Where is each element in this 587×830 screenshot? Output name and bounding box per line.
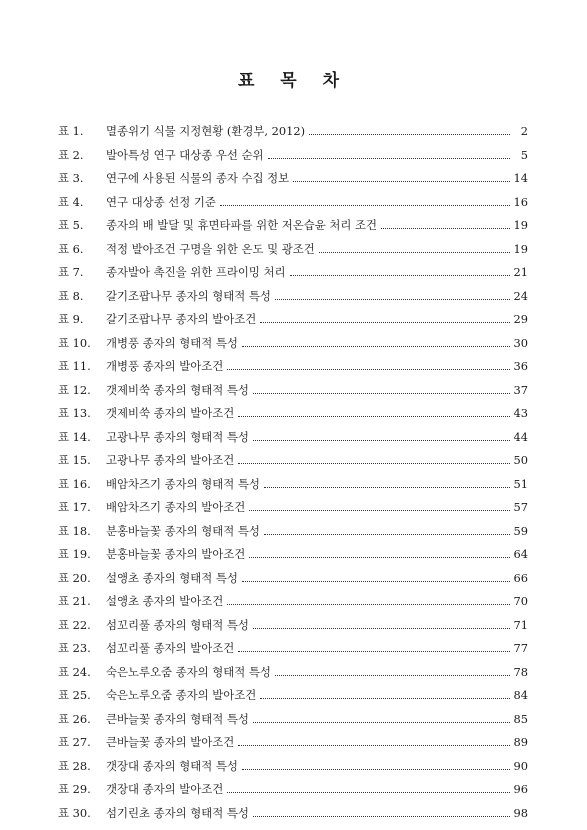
toc-entry-label: [58, 379, 253, 403]
toc-page-number: 19: [513, 218, 528, 232]
toc-dot-leader: [227, 603, 509, 605]
toc-entry[interactable]: [58, 614, 528, 638]
toc-entry[interactable]: [58, 496, 528, 520]
toc-page-number: 44: [513, 429, 528, 444]
toc-dot-leader: [253, 439, 510, 441]
toc-entry-title: 개병풍 종자의 발아조건: [106, 359, 224, 373]
toc-page-number: 16: [513, 194, 528, 209]
toc-page-number: 70: [513, 594, 528, 608]
table-of-contents-list: [58, 120, 528, 825]
toc-entry-title: 분홍바늘꽃 종자의 형태적 특성: [106, 523, 260, 538]
toc-entry-title: 설앵초 종자의 발아조건: [106, 594, 224, 608]
toc-entry[interactable]: [58, 214, 528, 238]
toc-entry[interactable]: [58, 567, 528, 591]
toc-entry-title: 개병풍 종자의 형태적 특성: [106, 335, 238, 350]
toc-entry[interactable]: [58, 332, 528, 356]
toc-dot-leader: [264, 533, 510, 535]
toc-entry-label: [58, 402, 238, 426]
toc-dot-leader: [238, 415, 509, 417]
toc-dot-leader: [260, 697, 509, 699]
toc-entry-title: 갯장대 종자의 발아조건: [106, 782, 224, 796]
toc-dot-leader: [293, 180, 509, 182]
toc-dot-leader: [249, 556, 509, 558]
toc-entry-label: [58, 355, 227, 379]
toc-page-number: 78: [513, 664, 528, 679]
toc-entry-label: [58, 261, 290, 285]
toc-entry-number: 표 6.: [58, 241, 84, 256]
toc-entry[interactable]: [58, 684, 528, 708]
toc-entry-number: 표 9.: [58, 312, 84, 326]
toc-entry-label: [58, 238, 319, 262]
toc-entry[interactable]: [58, 144, 528, 168]
toc-entry-title: 적정 발아조건 구명을 위한 온도 및 광조건: [106, 241, 315, 256]
toc-entry-number: 표 19.: [58, 547, 91, 561]
toc-entry-label: [58, 473, 264, 497]
toc-entry[interactable]: [58, 520, 528, 544]
toc-dot-leader: [242, 345, 510, 347]
toc-entry-label: [58, 332, 242, 356]
toc-dot-leader: [227, 368, 509, 370]
toc-dot-leader: [319, 251, 510, 253]
toc-entry-label: [58, 661, 275, 685]
toc-page-number: 64: [513, 547, 528, 561]
toc-page-number: 2: [520, 124, 528, 138]
toc-entry-title: 큰바늘꽃 종자의 발아조건: [106, 735, 235, 749]
toc-entry-label: [58, 637, 238, 661]
toc-entry[interactable]: [58, 120, 528, 144]
toc-entry-number: 표 28.: [58, 758, 91, 773]
toc-entry-number: 표 21.: [58, 594, 91, 608]
toc-entry[interactable]: [58, 285, 528, 309]
toc-entry-label: [58, 144, 268, 168]
toc-entry-number: 표 1.: [58, 124, 84, 138]
toc-entry-number: 표 15.: [58, 453, 91, 467]
toc-entry[interactable]: [58, 379, 528, 403]
toc-dot-leader: [227, 791, 509, 793]
toc-page-number: 50: [513, 453, 528, 467]
toc-entry-label: [58, 802, 253, 826]
toc-entry-label: [58, 191, 220, 215]
toc-dot-leader: [220, 204, 510, 206]
toc-page-number: 96: [513, 782, 528, 796]
toc-entry-title: 숙은노루오줌 종자의 형태적 특성: [106, 664, 271, 679]
toc-entry-number: 표 2.: [58, 147, 84, 162]
toc-entry[interactable]: [58, 543, 528, 567]
toc-entry-label: [58, 567, 242, 591]
toc-dot-leader: [268, 157, 510, 159]
toc-page-number: 85: [513, 711, 528, 726]
toc-entry-title: 섬꼬리풀 종자의 발아조건: [106, 641, 235, 655]
toc-entry-label: [58, 614, 253, 638]
toc-dot-leader: [253, 392, 510, 394]
toc-page-number: 24: [513, 288, 528, 303]
page-title: 표 목 차: [237, 71, 350, 91]
toc-entry-number: 표 27.: [58, 735, 91, 749]
toc-entry[interactable]: [58, 637, 528, 661]
toc-entry-title: 멸종위기 식물 지정현황 (환경부, 2012): [106, 124, 306, 138]
toc-entry-label: [58, 590, 227, 614]
toc-entry-title: 갯제비쑥 종자의 발아조건: [106, 406, 235, 420]
toc-page-number: 66: [513, 570, 528, 585]
toc-entry-title: 갯제비쑥 종자의 형태적 특성: [106, 382, 249, 397]
toc-entry-title: 종자발아 촉진을 위한 프라이밍 처리: [106, 265, 286, 279]
toc-entry-label: [58, 214, 381, 238]
toc-entry[interactable]: [58, 708, 528, 732]
toc-dot-leader: [275, 674, 510, 676]
toc-entry[interactable]: [58, 355, 528, 379]
toc-entry-number: 표 30.: [58, 805, 91, 820]
toc-entry-label: [58, 285, 275, 309]
toc-entry-number: 표 14.: [58, 429, 91, 444]
toc-page-number: 36: [513, 359, 528, 373]
toc-page-number: 84: [513, 688, 528, 702]
toc-entry-number: 표 17.: [58, 500, 91, 514]
toc-entry-title: 갈기조팝나무 종자의 형태적 특성: [106, 288, 271, 303]
toc-entry-title: 섬기린초 종자의 형태적 특성: [106, 805, 249, 820]
toc-entry[interactable]: [58, 167, 528, 191]
toc-entry-number: 표 22.: [58, 617, 91, 632]
toc-entry-title: 고광나무 종자의 발아조건: [106, 453, 235, 467]
toc-page-number: 98: [513, 805, 528, 820]
toc-entry-title: 발아특성 연구 대상종 우선 순위: [106, 147, 264, 162]
toc-entry[interactable]: [58, 755, 528, 779]
toc-page-number: 19: [513, 241, 528, 256]
toc-entry-number: 표 16.: [58, 476, 91, 491]
toc-entry-number: 표 20.: [58, 570, 91, 585]
toc-entry-title: 섬꼬리풀 종자의 형태적 특성: [106, 617, 249, 632]
toc-entry-title: 큰바늘꽃 종자의 형태적 특성: [106, 711, 249, 726]
toc-dot-leader: [309, 133, 510, 135]
toc-entry-label: [58, 520, 264, 544]
toc-entry[interactable]: [58, 473, 528, 497]
toc-entry-number: 표 18.: [58, 523, 91, 538]
toc-entry-title: 종자의 배 발달 및 휴면타파를 위한 저온습윤 처리 조건: [106, 218, 378, 232]
toc-entry-title: 갯장대 종자의 형태적 특성: [106, 758, 238, 773]
toc-page-number: 57: [513, 500, 528, 514]
toc-entry-title: 배암차즈기 종자의 발아조건: [106, 500, 246, 514]
toc-entry-number: 표 29.: [58, 782, 91, 796]
toc-entry[interactable]: [58, 778, 528, 802]
toc-entry-title: 연구에 사용된 식물의 종자 수집 정보: [106, 171, 290, 185]
toc-page-number: 37: [513, 382, 528, 397]
toc-entry-title: 숙은노루오줌 종자의 발아조건: [106, 688, 257, 702]
toc-dot-leader: [275, 298, 510, 300]
toc-entry-number: 표 13.: [58, 406, 91, 420]
toc-page-number: 43: [513, 406, 528, 420]
toc-dot-leader: [249, 509, 509, 511]
toc-entry-number: 표 26.: [58, 711, 91, 726]
toc-entry-number: 표 25.: [58, 688, 91, 702]
toc-entry-title: 연구 대상종 선정 기준: [106, 194, 216, 209]
toc-dot-leader: [253, 721, 510, 723]
toc-entry-label: [58, 120, 309, 144]
toc-entry-number: 표 23.: [58, 641, 91, 655]
toc-page-number: 90: [513, 758, 528, 773]
toc-entry-label: [58, 708, 253, 732]
toc-dot-leader: [253, 627, 510, 629]
toc-entry-number: 표 8.: [58, 288, 84, 303]
toc-dot-leader: [242, 580, 510, 582]
toc-entry-title: 갈기조팝나무 종자의 발아조건: [106, 312, 257, 326]
toc-entry-label: [58, 449, 238, 473]
toc-dot-leader: [238, 462, 509, 464]
toc-entry-title: 분홍바늘꽃 종자의 발아조건: [106, 547, 246, 561]
toc-page-number: 30: [513, 335, 528, 350]
toc-entry-label: [58, 308, 260, 332]
toc-dot-leader: [242, 768, 510, 770]
toc-entry-title: 배암차즈기 종자의 형태적 특성: [106, 476, 260, 491]
toc-page-number: 5: [520, 147, 528, 162]
toc-dot-leader: [238, 744, 509, 746]
toc-dot-leader: [260, 321, 509, 323]
toc-entry-number: 표 10.: [58, 335, 91, 350]
toc-entry-title: 고광나무 종자의 형태적 특성: [106, 429, 249, 444]
toc-page-number: 89: [513, 735, 528, 749]
toc-entry[interactable]: [58, 426, 528, 450]
toc-page-number: 21: [513, 265, 528, 279]
toc-entry-label: [58, 778, 227, 802]
toc-entry-label: [58, 426, 253, 450]
toc-entry-number: 표 5.: [58, 218, 84, 232]
toc-dot-leader: [264, 486, 510, 488]
toc-entry-number: 표 12.: [58, 382, 91, 397]
toc-entry[interactable]: [58, 238, 528, 262]
toc-entry-number: 표 11.: [58, 359, 91, 373]
toc-entry[interactable]: [58, 402, 528, 426]
toc-entry-label: [58, 496, 249, 520]
toc-entry-label: [58, 731, 238, 755]
toc-entry-label: [58, 543, 249, 567]
toc-entry[interactable]: [58, 449, 528, 473]
toc-page-number: 71: [513, 617, 528, 632]
toc-dot-leader: [381, 227, 509, 229]
toc-page-number: 14: [513, 171, 528, 185]
toc-page-number: 51: [513, 476, 528, 491]
toc-entry-label: [58, 684, 260, 708]
toc-page-number: 59: [513, 523, 528, 538]
toc-entry[interactable]: [58, 261, 528, 285]
toc-entry-label: [58, 167, 293, 191]
toc-entry-number: 표 4.: [58, 194, 84, 209]
toc-entry-label: [58, 755, 242, 779]
toc-entry-number: 표 3.: [58, 171, 84, 185]
toc-entry[interactable]: [58, 731, 528, 755]
toc-entry[interactable]: [58, 308, 528, 332]
toc-page-number: 29: [513, 312, 528, 326]
toc-entry-title: 설앵초 종자의 형태적 특성: [106, 570, 238, 585]
toc-entry-number: 표 24.: [58, 664, 91, 679]
toc-entry[interactable]: [58, 191, 528, 215]
toc-entry[interactable]: [58, 661, 528, 685]
toc-entry[interactable]: [58, 802, 528, 826]
toc-entry-number: 표 7.: [58, 265, 84, 279]
toc-entry[interactable]: [58, 590, 528, 614]
toc-dot-leader: [253, 815, 510, 817]
toc-page-number: 77: [513, 641, 528, 655]
toc-dot-leader: [290, 274, 510, 276]
toc-dot-leader: [238, 650, 509, 652]
